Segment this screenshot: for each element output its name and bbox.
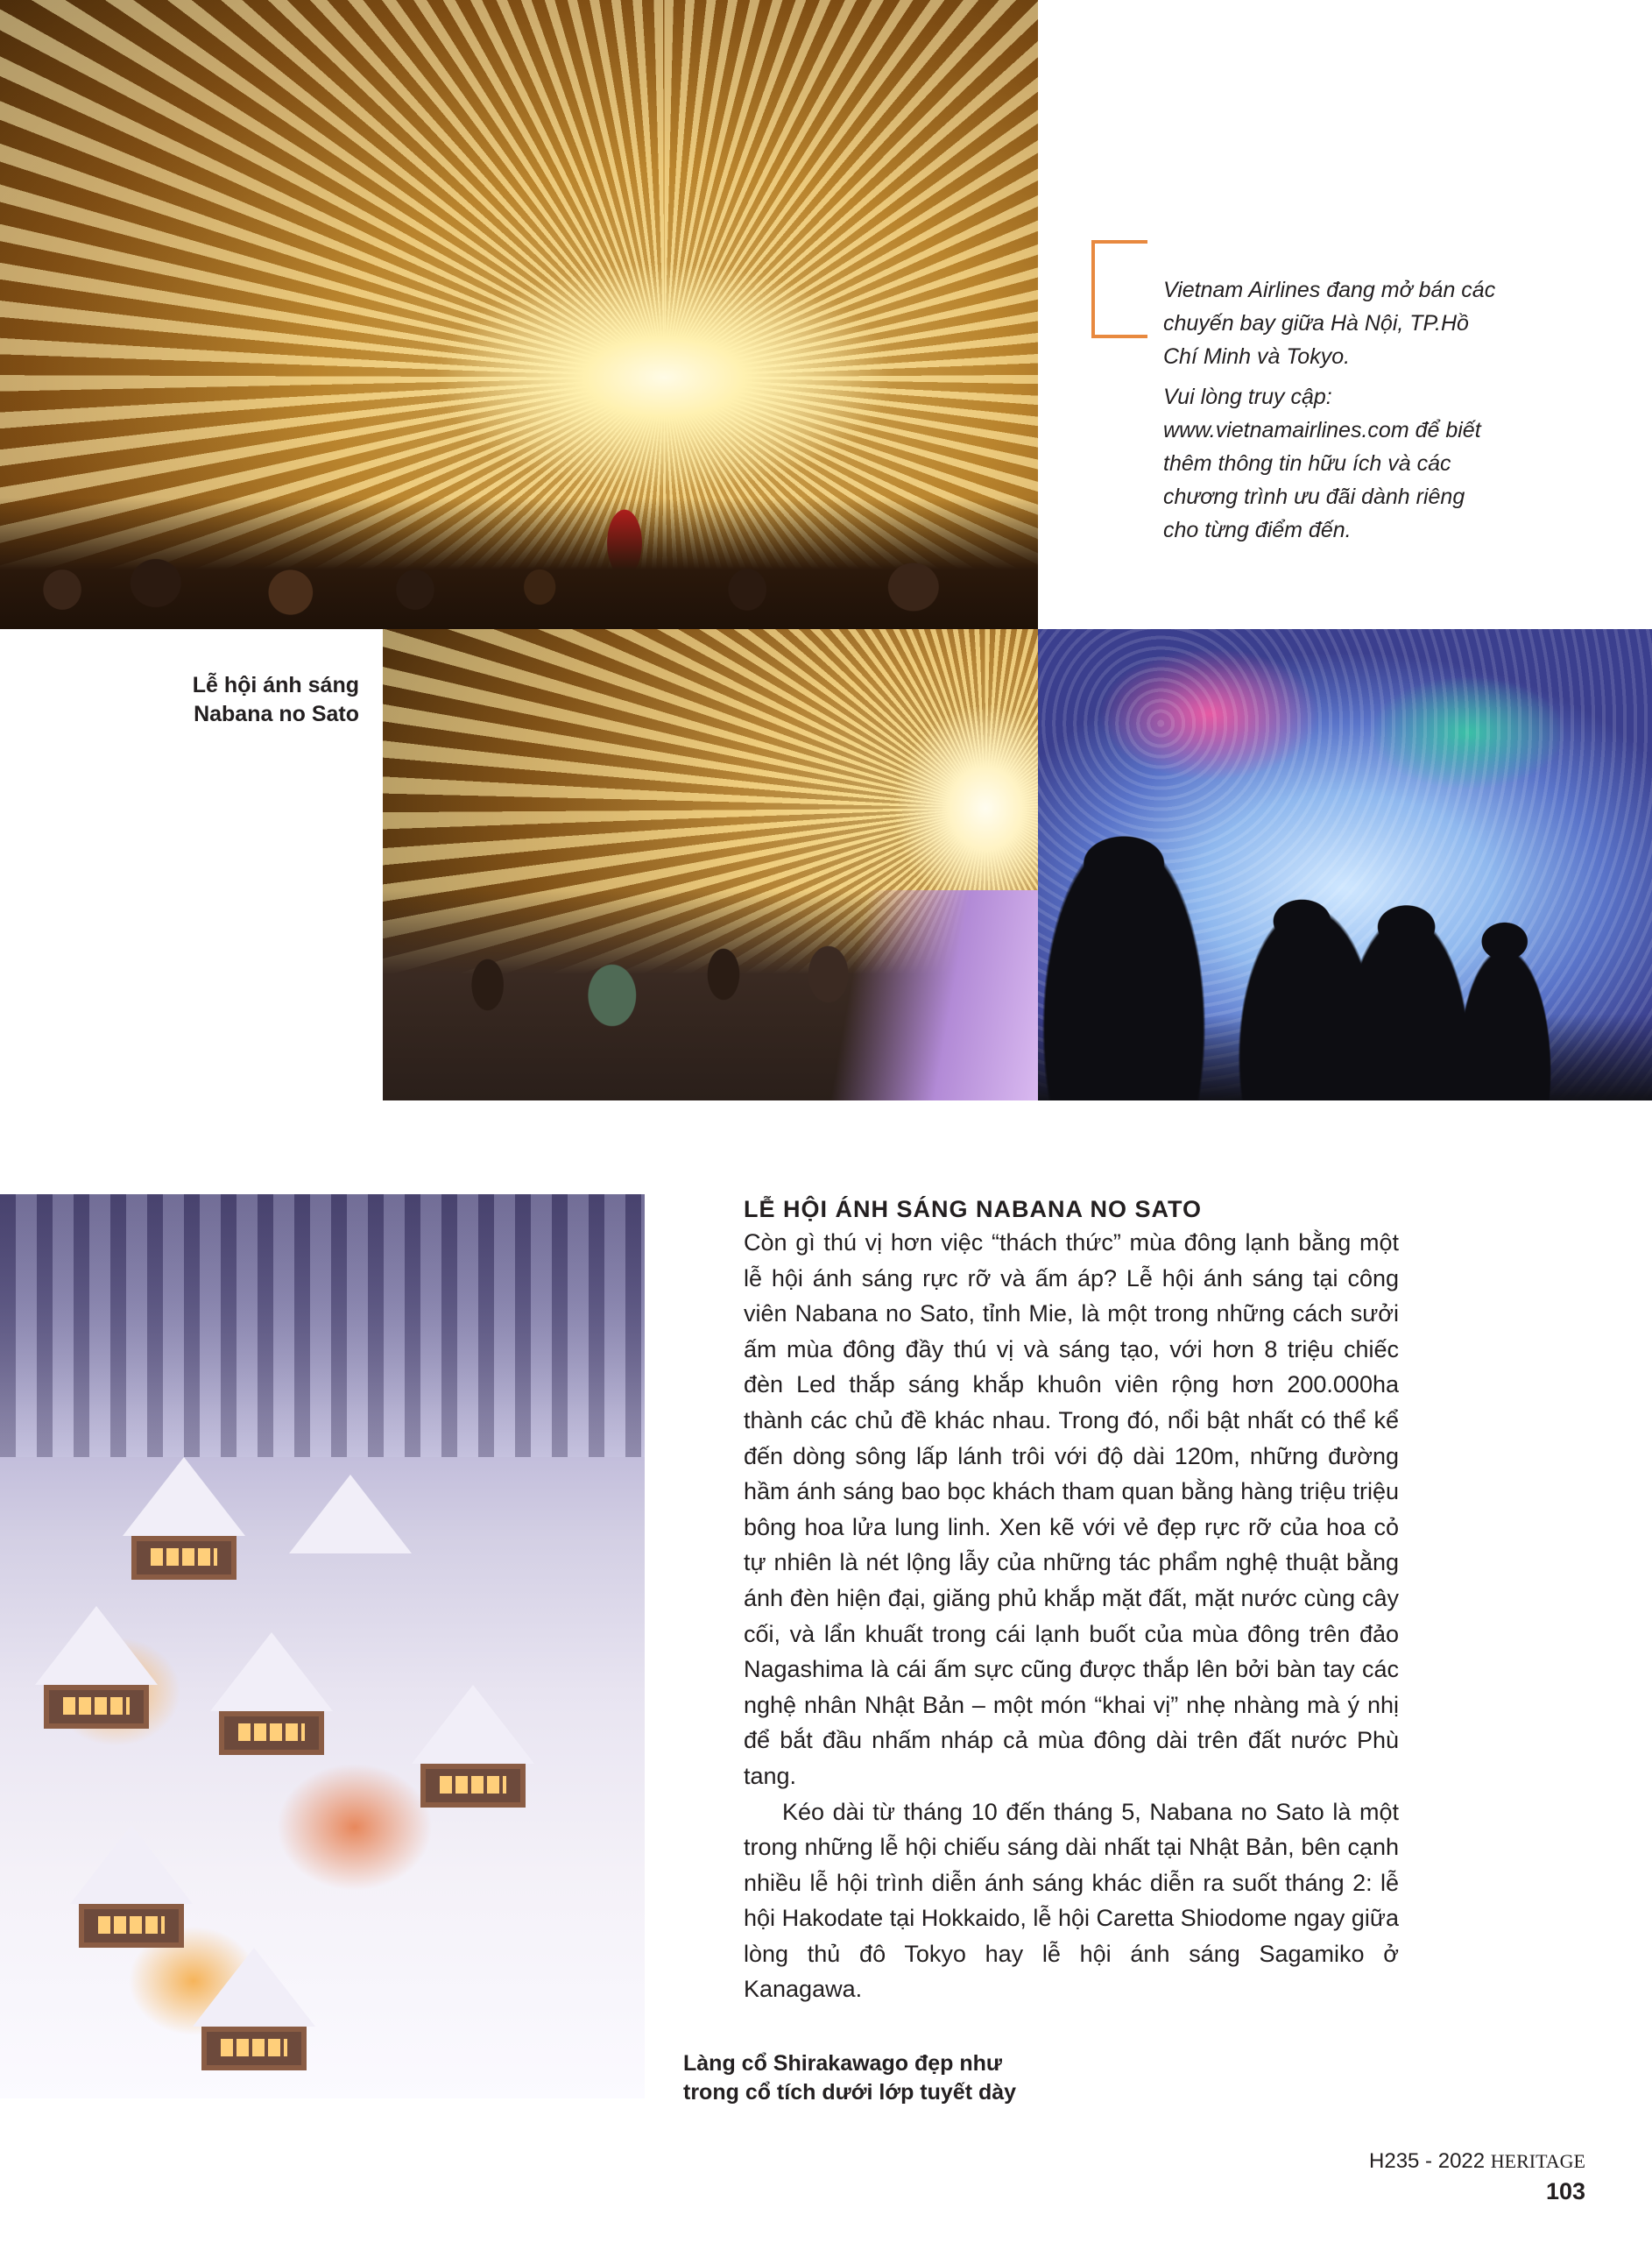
article-body (744, 1193, 1399, 2007)
village-house (79, 1904, 184, 1948)
page-number: 103 (1545, 2178, 1585, 2204)
caption-shirakawago: Làng cổ Shirakawago đẹp như trong cổ tích dưới lớp tuyết dày (683, 2051, 1017, 2105)
photo-light-tunnel-golden (383, 629, 1038, 1100)
village-house (420, 1764, 526, 1808)
article-heading: LỄ HỘI ÁNH SÁNG NABANA NO SATO (744, 1196, 1203, 1222)
village-roof (70, 1825, 193, 1904)
village-house (131, 1536, 237, 1580)
article-paragraph: Còn gì thú vị hơn việc “thách thức” mùa đông lạnh bằng một lễ hội ánh sáng rực rỡ và ấm áp? Lễ hội ánh sáng tại công viên Nabana no Sato, tỉnh Mie, là một trong những cách sưởi ấm mùa đông đầy thú vị và sáng tạo, với hơn 8 triệu chiếc đèn Led thắp sáng khắp khuôn viên rộng hơn 200.000ha thành các chủ đề khác nhau. Trong đó, nổi bật nhất có thể kể đến dòng sông lấp lánh trôi với độ dài 120m, những đường hầm ánh sáng bao bọc khách tham quan bằng hàng triệu triệu bông hoa lửa lung linh. Xen kẽ với vẻ đẹp rực rỡ của hoa cỏ tự nhiên là nét lộng lẫy của những tác phẩm nghệ thuật bằng ánh đèn hiện đại, giăng phủ khắp mặt đất, mặt nước cùng cây cối, và lẩn khuất trong cái lạnh buốt của mùa đông trên đảo Nagashima là cái ấm sực cũng được thắp lên bởi bàn tay các nghệ nhân Nhật Bản – một món “khai vị” nhẹ nhàng mà ý nhị để bắt đầu nhấm nháp cả mùa đông dài trên đất nước Phù tang. (744, 1229, 1399, 1789)
village-house (219, 1711, 324, 1755)
village-roof (412, 1685, 534, 1764)
village-roof (289, 1475, 412, 1553)
pull-quote-flights: Vietnam Airlines đang mở bán các chuyến bay giữa Hà Nội, TP.Hồ Chí Minh và Tokyo. (1163, 278, 1496, 369)
pull-quote-website: Vui lòng truy cập: www.vietnamairlines.com để biết thêm thông tin hữu ích và các chương trình ưu đãi dành riêng cho từng điểm đến. (1163, 385, 1481, 542)
photo-visitors (383, 890, 1038, 1100)
caption-nabana: Lễ hội ánh sáng Nabana no Sato (192, 673, 359, 726)
page-footer (1323, 2147, 1585, 2204)
photo-silhouettes (1038, 811, 1652, 1100)
photo-shirakawago-village (0, 1194, 645, 2098)
village-roof (123, 1457, 245, 1536)
pull-quote (1163, 273, 1496, 554)
article-paragraph: Kéo dài từ tháng 10 đến tháng 5, Nabana no Sato là một trong những lễ hội chiếu sáng dài nhất tại Nhật Bản, bên cạnh nhiều lễ hội trình diễn ánh sáng khác diễn ra suốt tháng 2: lễ hội Hakodate tại Hokkaido, lễ hội Caretta Shiodome ngay giữa lòng thủ đô Tokyo hay lễ hội ánh sáng Sagamiko ở Kanagawa. (744, 1798, 1399, 2003)
village-roof (193, 1948, 315, 2027)
photo-snowy-forest (0, 1194, 645, 1457)
issue-number: H235 - 2022 (1369, 2149, 1486, 2173)
village-roof (35, 1606, 158, 1685)
village-house (44, 1685, 149, 1729)
pull-quote-bracket (1091, 240, 1147, 338)
photo-light-tunnel-main (0, 0, 1038, 629)
village-house (201, 2027, 307, 2070)
village-roof (210, 1632, 333, 1711)
photo-light-tunnel-blue (1038, 629, 1652, 1100)
photo-crowd (0, 498, 1038, 629)
magazine-name: HERITAGE (1490, 2150, 1585, 2172)
